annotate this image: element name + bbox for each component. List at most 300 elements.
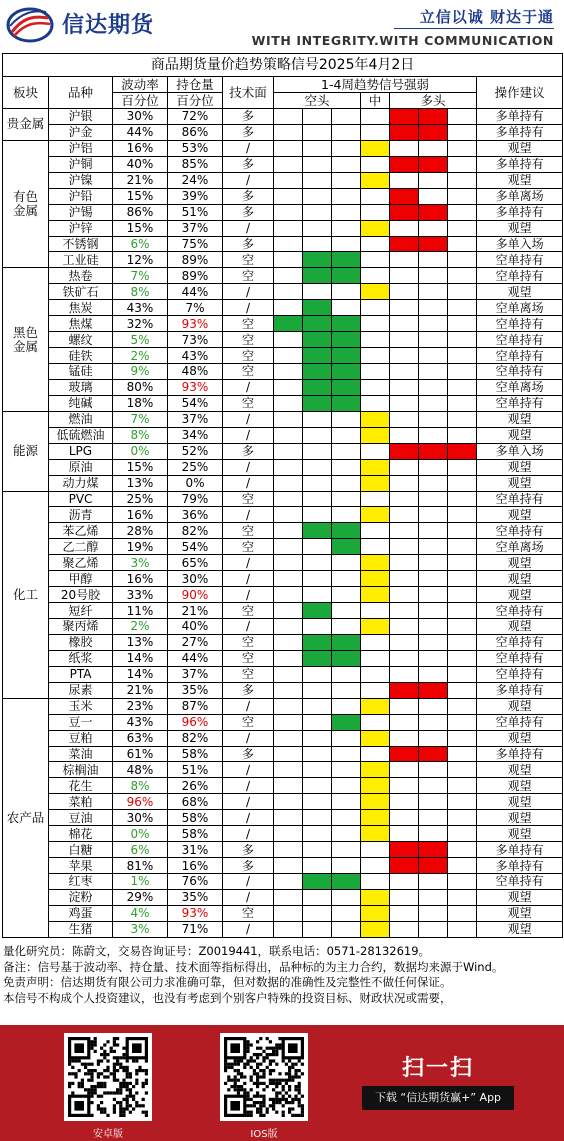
signal-cell <box>361 682 390 698</box>
open-interest-percentile: 37% <box>168 666 223 682</box>
signal-cell <box>332 619 361 635</box>
technical-signal: / <box>223 475 274 491</box>
advice: 空单持有 <box>477 268 563 284</box>
signal-cell <box>332 523 361 539</box>
signal-cell <box>390 698 419 714</box>
variety-name: 菜油 <box>49 746 113 762</box>
table-row <box>3 698 563 714</box>
open-interest-percentile: 93% <box>168 316 223 332</box>
signal-cell <box>448 523 477 539</box>
technical-signal: / <box>223 874 274 890</box>
signal-cell <box>332 874 361 890</box>
signal-cell <box>274 236 303 252</box>
table-row <box>3 507 563 523</box>
advice: 观望 <box>477 220 563 236</box>
volatility-percentile: 16% <box>113 140 168 156</box>
signal-cell <box>390 874 419 890</box>
table-row <box>3 252 563 268</box>
signal-cell <box>361 491 390 507</box>
table-row <box>3 268 563 284</box>
signal-cell <box>361 395 390 411</box>
signal-cell <box>303 395 332 411</box>
advice: 观望 <box>477 411 563 427</box>
signal-cell <box>390 826 419 842</box>
table-row <box>3 634 563 650</box>
signal-cell <box>361 603 390 619</box>
open-interest-percentile: 51% <box>168 762 223 778</box>
signal-cell <box>332 794 361 810</box>
signal-cell <box>419 284 448 300</box>
volatility-percentile: 96% <box>113 794 168 810</box>
technical-signal: 空 <box>223 523 274 539</box>
volatility-percentile: 1% <box>113 874 168 890</box>
variety-name: 热卷 <box>49 268 113 284</box>
qr-code-icon <box>224 1037 304 1117</box>
advice: 观望 <box>477 826 563 842</box>
signal-cell <box>448 124 477 140</box>
advice: 空单持有 <box>477 316 563 332</box>
volatility-percentile: 15% <box>113 459 168 475</box>
signal-cell <box>303 140 332 156</box>
signal-cell <box>361 124 390 140</box>
open-interest-percentile: 93% <box>168 379 223 395</box>
table-row <box>3 905 563 921</box>
open-interest-percentile: 52% <box>168 443 223 459</box>
technical-signal: 多 <box>223 858 274 874</box>
signal-cell <box>419 921 448 937</box>
volatility-percentile: 8% <box>113 427 168 443</box>
signal-cell <box>303 842 332 858</box>
technical-signal: / <box>223 220 274 236</box>
technical-signal: 空 <box>223 650 274 666</box>
signal-cell <box>303 874 332 890</box>
volatility-percentile: 16% <box>113 571 168 587</box>
signal-cell <box>361 587 390 603</box>
signal-cell <box>390 252 419 268</box>
signal-cell <box>332 714 361 730</box>
signal-cell <box>448 411 477 427</box>
signal-cell <box>303 539 332 555</box>
signal-cell <box>332 587 361 603</box>
signal-cell <box>419 475 448 491</box>
signal-cell <box>332 300 361 316</box>
signal-cell <box>332 810 361 826</box>
signal-cell <box>361 252 390 268</box>
signal-cell <box>303 411 332 427</box>
variety-name: 花生 <box>49 778 113 794</box>
signal-cell <box>303 858 332 874</box>
open-interest-percentile: 93% <box>168 905 223 921</box>
signal-cell <box>419 842 448 858</box>
technical-signal: / <box>223 698 274 714</box>
signal-cell <box>361 826 390 842</box>
signal-cell <box>448 252 477 268</box>
signal-cell <box>274 555 303 571</box>
technical-signal: 多 <box>223 236 274 252</box>
signal-cell <box>274 587 303 603</box>
technical-signal: 多 <box>223 156 274 172</box>
volatility-percentile: 21% <box>113 172 168 188</box>
signal-cell <box>448 140 477 156</box>
signal-cell <box>303 268 332 284</box>
signal-cell <box>303 316 332 332</box>
volatility-percentile: 29% <box>113 889 168 905</box>
signal-cell <box>419 714 448 730</box>
disclaimer: 免责声明：信达期货有限公司力求准确可靠，但对数据的准确性及完整性不做任何保证。 <box>3 975 452 989</box>
open-interest-percentile: 58% <box>168 826 223 842</box>
header-sector: 板块 <box>3 77 49 109</box>
advice: 观望 <box>477 619 563 635</box>
table-row <box>3 332 563 348</box>
technical-signal: 空 <box>223 539 274 555</box>
signal-cell <box>274 603 303 619</box>
open-interest-percentile: 44% <box>168 284 223 300</box>
variety-name: 沪镍 <box>49 172 113 188</box>
open-interest-percentile: 58% <box>168 746 223 762</box>
signal-cell <box>390 395 419 411</box>
variety-name: 红枣 <box>49 874 113 890</box>
advice: 观望 <box>477 762 563 778</box>
signal-cell <box>419 507 448 523</box>
signal-cell <box>390 204 419 220</box>
signal-cell <box>303 204 332 220</box>
signal-cell <box>361 284 390 300</box>
signal-cell <box>274 268 303 284</box>
signal-cell <box>419 810 448 826</box>
signal-cell <box>390 332 419 348</box>
signal-cell <box>419 523 448 539</box>
table-row <box>3 571 563 587</box>
signal-cell <box>303 889 332 905</box>
signal-cell <box>419 746 448 762</box>
android-label: 安卓版 <box>93 1129 123 1140</box>
signal-cell <box>303 443 332 459</box>
technical-signal: / <box>223 284 274 300</box>
technical-signal: / <box>223 794 274 810</box>
scan-title: 扫一扫 <box>402 1056 475 1081</box>
signal-cell <box>361 140 390 156</box>
variety-name: 沪银 <box>49 109 113 125</box>
signal-cell <box>274 730 303 746</box>
signal-cell <box>448 172 477 188</box>
open-interest-percentile: 35% <box>168 889 223 905</box>
volatility-percentile: 13% <box>113 634 168 650</box>
signal-cell <box>419 571 448 587</box>
advice: 空单持有 <box>477 523 563 539</box>
table-row <box>3 794 563 810</box>
open-interest-percentile: 65% <box>168 555 223 571</box>
signal-cell <box>274 332 303 348</box>
volatility-percentile: 30% <box>113 109 168 125</box>
signal-cell <box>390 778 419 794</box>
signal-cell <box>419 889 448 905</box>
header-variety: 品种 <box>49 77 113 109</box>
signal-cell <box>448 762 477 778</box>
signal-cell <box>419 905 448 921</box>
download-app-button[interactable]: 下载 “信达期货赢+” App <box>362 1086 514 1110</box>
open-interest-percentile: 89% <box>168 252 223 268</box>
technical-signal: 空 <box>223 316 274 332</box>
signal-cell <box>390 124 419 140</box>
signal-cell <box>332 411 361 427</box>
volatility-percentile: 14% <box>113 650 168 666</box>
signal-cell <box>332 443 361 459</box>
table-row <box>3 316 563 332</box>
signal-cell <box>448 188 477 204</box>
variety-name: 玻璃 <box>49 379 113 395</box>
signal-cell <box>332 124 361 140</box>
technical-signal: / <box>223 587 274 603</box>
open-interest-percentile: 21% <box>168 603 223 619</box>
volatility-percentile: 6% <box>113 236 168 252</box>
variety-name: LPG <box>49 443 113 459</box>
open-interest-percentile: 37% <box>168 411 223 427</box>
signal-cell <box>419 252 448 268</box>
signal-cell <box>448 921 477 937</box>
variety-name: 锰硅 <box>49 364 113 380</box>
signal-cell <box>361 156 390 172</box>
table-row <box>3 826 563 842</box>
volatility-percentile: 80% <box>113 379 168 395</box>
variety-name: 豆一 <box>49 714 113 730</box>
open-interest-percentile: 79% <box>168 491 223 507</box>
signal-cell <box>390 587 419 603</box>
advice: 观望 <box>477 475 563 491</box>
open-interest-percentile: 96% <box>168 714 223 730</box>
signal-cell <box>303 634 332 650</box>
technical-signal: / <box>223 762 274 778</box>
volatility-percentile: 86% <box>113 204 168 220</box>
technical-signal: 空 <box>223 268 274 284</box>
signal-cell <box>448 666 477 682</box>
signal-cell <box>303 109 332 125</box>
header-advice: 操作建议 <box>477 77 563 109</box>
signal-cell <box>390 507 419 523</box>
open-interest-percentile: 85% <box>168 156 223 172</box>
technical-signal: 空 <box>223 905 274 921</box>
advice: 空单持有 <box>477 666 563 682</box>
volatility-percentile: 25% <box>113 491 168 507</box>
advice: 观望 <box>477 284 563 300</box>
table-row <box>3 778 563 794</box>
variety-name: 乙二醇 <box>49 539 113 555</box>
technical-signal: / <box>223 427 274 443</box>
volatility-percentile: 44% <box>113 124 168 140</box>
table-row <box>3 762 563 778</box>
signal-cell <box>390 539 419 555</box>
volatility-percentile: 15% <box>113 220 168 236</box>
signal-cell <box>390 443 419 459</box>
advice: 多单持有 <box>477 204 563 220</box>
variety-name: 原油 <box>49 459 113 475</box>
signal-cell <box>332 539 361 555</box>
signal-cell <box>419 140 448 156</box>
signal-cell <box>448 156 477 172</box>
logo-icon <box>6 6 54 44</box>
signal-cell <box>361 411 390 427</box>
signal-cell <box>448 826 477 842</box>
advice: 观望 <box>477 921 563 937</box>
advice: 观望 <box>477 810 563 826</box>
volatility-percentile: 16% <box>113 507 168 523</box>
table-row <box>3 124 563 140</box>
signal-cell <box>448 395 477 411</box>
header-signal: 1-4周趋势信号强弱 <box>274 77 477 93</box>
signal-cell <box>419 316 448 332</box>
advice: 观望 <box>477 555 563 571</box>
signal-cell <box>303 379 332 395</box>
advice: 观望 <box>477 427 563 443</box>
signal-cell <box>361 172 390 188</box>
variety-name: 鸡蛋 <box>49 905 113 921</box>
signal-cell <box>332 427 361 443</box>
signal-cell <box>361 889 390 905</box>
open-interest-percentile: 54% <box>168 395 223 411</box>
table-row <box>3 364 563 380</box>
signal-cell <box>448 204 477 220</box>
signal-cell <box>274 571 303 587</box>
advice: 观望 <box>477 730 563 746</box>
signal-cell <box>303 252 332 268</box>
open-interest-percentile: 37% <box>168 220 223 236</box>
signal-cell <box>390 842 419 858</box>
technical-signal: 空 <box>223 332 274 348</box>
header-short: 空头 <box>274 93 361 109</box>
signal-cell <box>448 571 477 587</box>
volatility-percentile: 3% <box>113 555 168 571</box>
sector-name: 有色 金属 <box>3 140 49 268</box>
advice: 空单持有 <box>477 874 563 890</box>
signal-cell <box>274 427 303 443</box>
variety-name: 豆油 <box>49 810 113 826</box>
header-mid: 中 <box>361 93 390 109</box>
signal-cell <box>303 698 332 714</box>
qr-code-icon <box>68 1037 148 1117</box>
header-vol: 波动率 <box>113 77 168 93</box>
sector-name: 黑色 金属 <box>3 268 49 411</box>
signal-cell <box>448 714 477 730</box>
technical-signal: 多 <box>223 124 274 140</box>
advice: 空单持有 <box>477 603 563 619</box>
signal-cell <box>448 332 477 348</box>
header-tech: 技术面 <box>223 77 274 109</box>
table-row <box>3 395 563 411</box>
table-row <box>3 475 563 491</box>
advice: 观望 <box>477 587 563 603</box>
signal-cell <box>361 762 390 778</box>
signal-cell <box>361 300 390 316</box>
technical-signal: / <box>223 411 274 427</box>
signal-cell <box>448 730 477 746</box>
open-interest-percentile: 31% <box>168 842 223 858</box>
signal-cell <box>274 762 303 778</box>
open-interest-percentile: 76% <box>168 874 223 890</box>
signal-cell <box>332 634 361 650</box>
technical-signal: / <box>223 300 274 316</box>
signal-cell <box>274 650 303 666</box>
variety-name: 短纤 <box>49 603 113 619</box>
signal-cell <box>332 109 361 125</box>
volatility-percentile: 2% <box>113 348 168 364</box>
volatility-percentile: 32% <box>113 316 168 332</box>
variety-name: 苹果 <box>49 858 113 874</box>
volatility-percentile: 23% <box>113 698 168 714</box>
signal-cell <box>332 889 361 905</box>
volatility-percentile: 0% <box>113 826 168 842</box>
signal-table <box>2 53 563 938</box>
open-interest-percentile: 86% <box>168 124 223 140</box>
signal-cell <box>390 316 419 332</box>
qr-code-android[interactable] <box>64 1033 152 1121</box>
signal-cell <box>419 236 448 252</box>
signal-cell <box>390 523 419 539</box>
signal-cell <box>390 905 419 921</box>
signal-cell <box>274 507 303 523</box>
signal-cell <box>274 140 303 156</box>
signal-cell <box>303 826 332 842</box>
signal-cell <box>274 124 303 140</box>
signal-cell <box>419 826 448 842</box>
advice: 观望 <box>477 459 563 475</box>
signal-cell <box>361 523 390 539</box>
open-interest-percentile: 87% <box>168 698 223 714</box>
signal-cell <box>303 284 332 300</box>
variety-name: 沪铜 <box>49 156 113 172</box>
signal-cell <box>390 268 419 284</box>
signal-cell <box>361 188 390 204</box>
signal-cell <box>274 634 303 650</box>
signal-cell <box>448 619 477 635</box>
signal-cell <box>303 348 332 364</box>
qr-code-ios[interactable] <box>220 1033 308 1121</box>
signal-cell <box>390 475 419 491</box>
advice: 空单持有 <box>477 650 563 666</box>
signal-cell <box>390 109 419 125</box>
table-row <box>3 491 563 507</box>
table-row <box>3 746 563 762</box>
technical-signal: 多 <box>223 188 274 204</box>
open-interest-percentile: 30% <box>168 571 223 587</box>
table-row <box>3 874 563 890</box>
variety-name: 沪铅 <box>49 188 113 204</box>
signal-cell <box>390 236 419 252</box>
signal-cell <box>448 220 477 236</box>
table-row <box>3 188 563 204</box>
technical-signal: / <box>223 826 274 842</box>
table-row <box>3 523 563 539</box>
variety-name: 白糖 <box>49 842 113 858</box>
signal-cell <box>390 714 419 730</box>
signal-cell <box>303 603 332 619</box>
technical-signal: / <box>223 379 274 395</box>
table-row <box>3 427 563 443</box>
signal-cell <box>332 666 361 682</box>
signal-cell <box>303 220 332 236</box>
variety-name: 聚乙烯 <box>49 555 113 571</box>
variety-name: 生猪 <box>49 921 113 937</box>
signal-cell <box>448 810 477 826</box>
signal-cell <box>448 634 477 650</box>
technical-signal: 空 <box>223 252 274 268</box>
signal-cell <box>361 650 390 666</box>
table-row <box>3 109 563 125</box>
signal-cell <box>332 379 361 395</box>
signal-cell <box>303 491 332 507</box>
advice: 多单持有 <box>477 682 563 698</box>
open-interest-percentile: 90% <box>168 587 223 603</box>
open-interest-percentile: 71% <box>168 921 223 937</box>
technical-signal: / <box>223 810 274 826</box>
